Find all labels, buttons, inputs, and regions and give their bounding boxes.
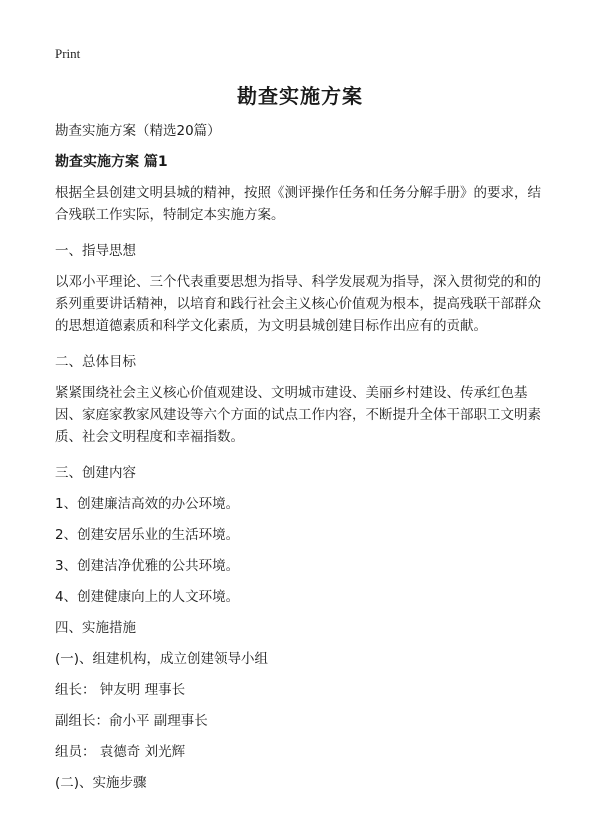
list-item: 2、创建安居乐业的生活环境。 [55,527,240,543]
paragraph-guiding-ideology: 以邓小平理论、三个代表重要思想为指导、科学发展观为指导，深入贯彻党的和的系列重要讲话精神，以培育和践行社会主义核心价值观为根本，提高残联干部群众的思想道德素质和科学文化素质，为文明县城创建目标作出应有的贡献。 [55,274,541,334]
subheading-steps: (二)、实施步骤 [55,775,147,791]
section-heading: 勘查实施方案 篇1 [55,154,168,170]
deputy-leader-line: 副组长：俞小平 副理事长 [55,713,208,729]
document-body [55,120,550,803]
document-subtitle: 勘查实施方案（精选20篇） [55,123,221,139]
heading-overall-goal: 二、总体目标 [55,354,136,370]
list-item: 1、创建廉洁高效的办公环境。 [55,496,240,512]
list-item: 3、创建洁净优雅的公共环境。 [55,558,240,574]
subheading-organization: (一)、组建机构，成立创建领导小组 [55,651,269,667]
document-title: 勘查实施方案 [237,84,363,108]
intro-paragraph: 根据全县创建文明县城的精神，按照《测评操作任务和任务分解手册》的要求，结合残联工作实际，特制定本实施方案。 [55,185,541,223]
print-link[interactable]: Print [55,46,81,61]
members-line: 组员： 袁德奇 刘光辉 [55,744,186,760]
leader-line: 组长： 钟友明 理事长 [55,682,186,698]
heading-creation-content: 三、创建内容 [55,465,136,481]
paragraph-overall-goal: 紧紧围绕社会主义核心价值观建设、文明城市建设、美丽乡村建设、传承红色基因、家庭家教家风建设等六个方面的试点工作内容，不断提升全体干部职工文明素质、社会文明程度和幸福指数。 [55,385,541,445]
heading-measures: 四、实施措施 [55,620,136,636]
heading-guiding-ideology: 一、指导思想 [55,243,136,259]
list-item: 4、创建健康向上的人文环境。 [55,589,240,605]
